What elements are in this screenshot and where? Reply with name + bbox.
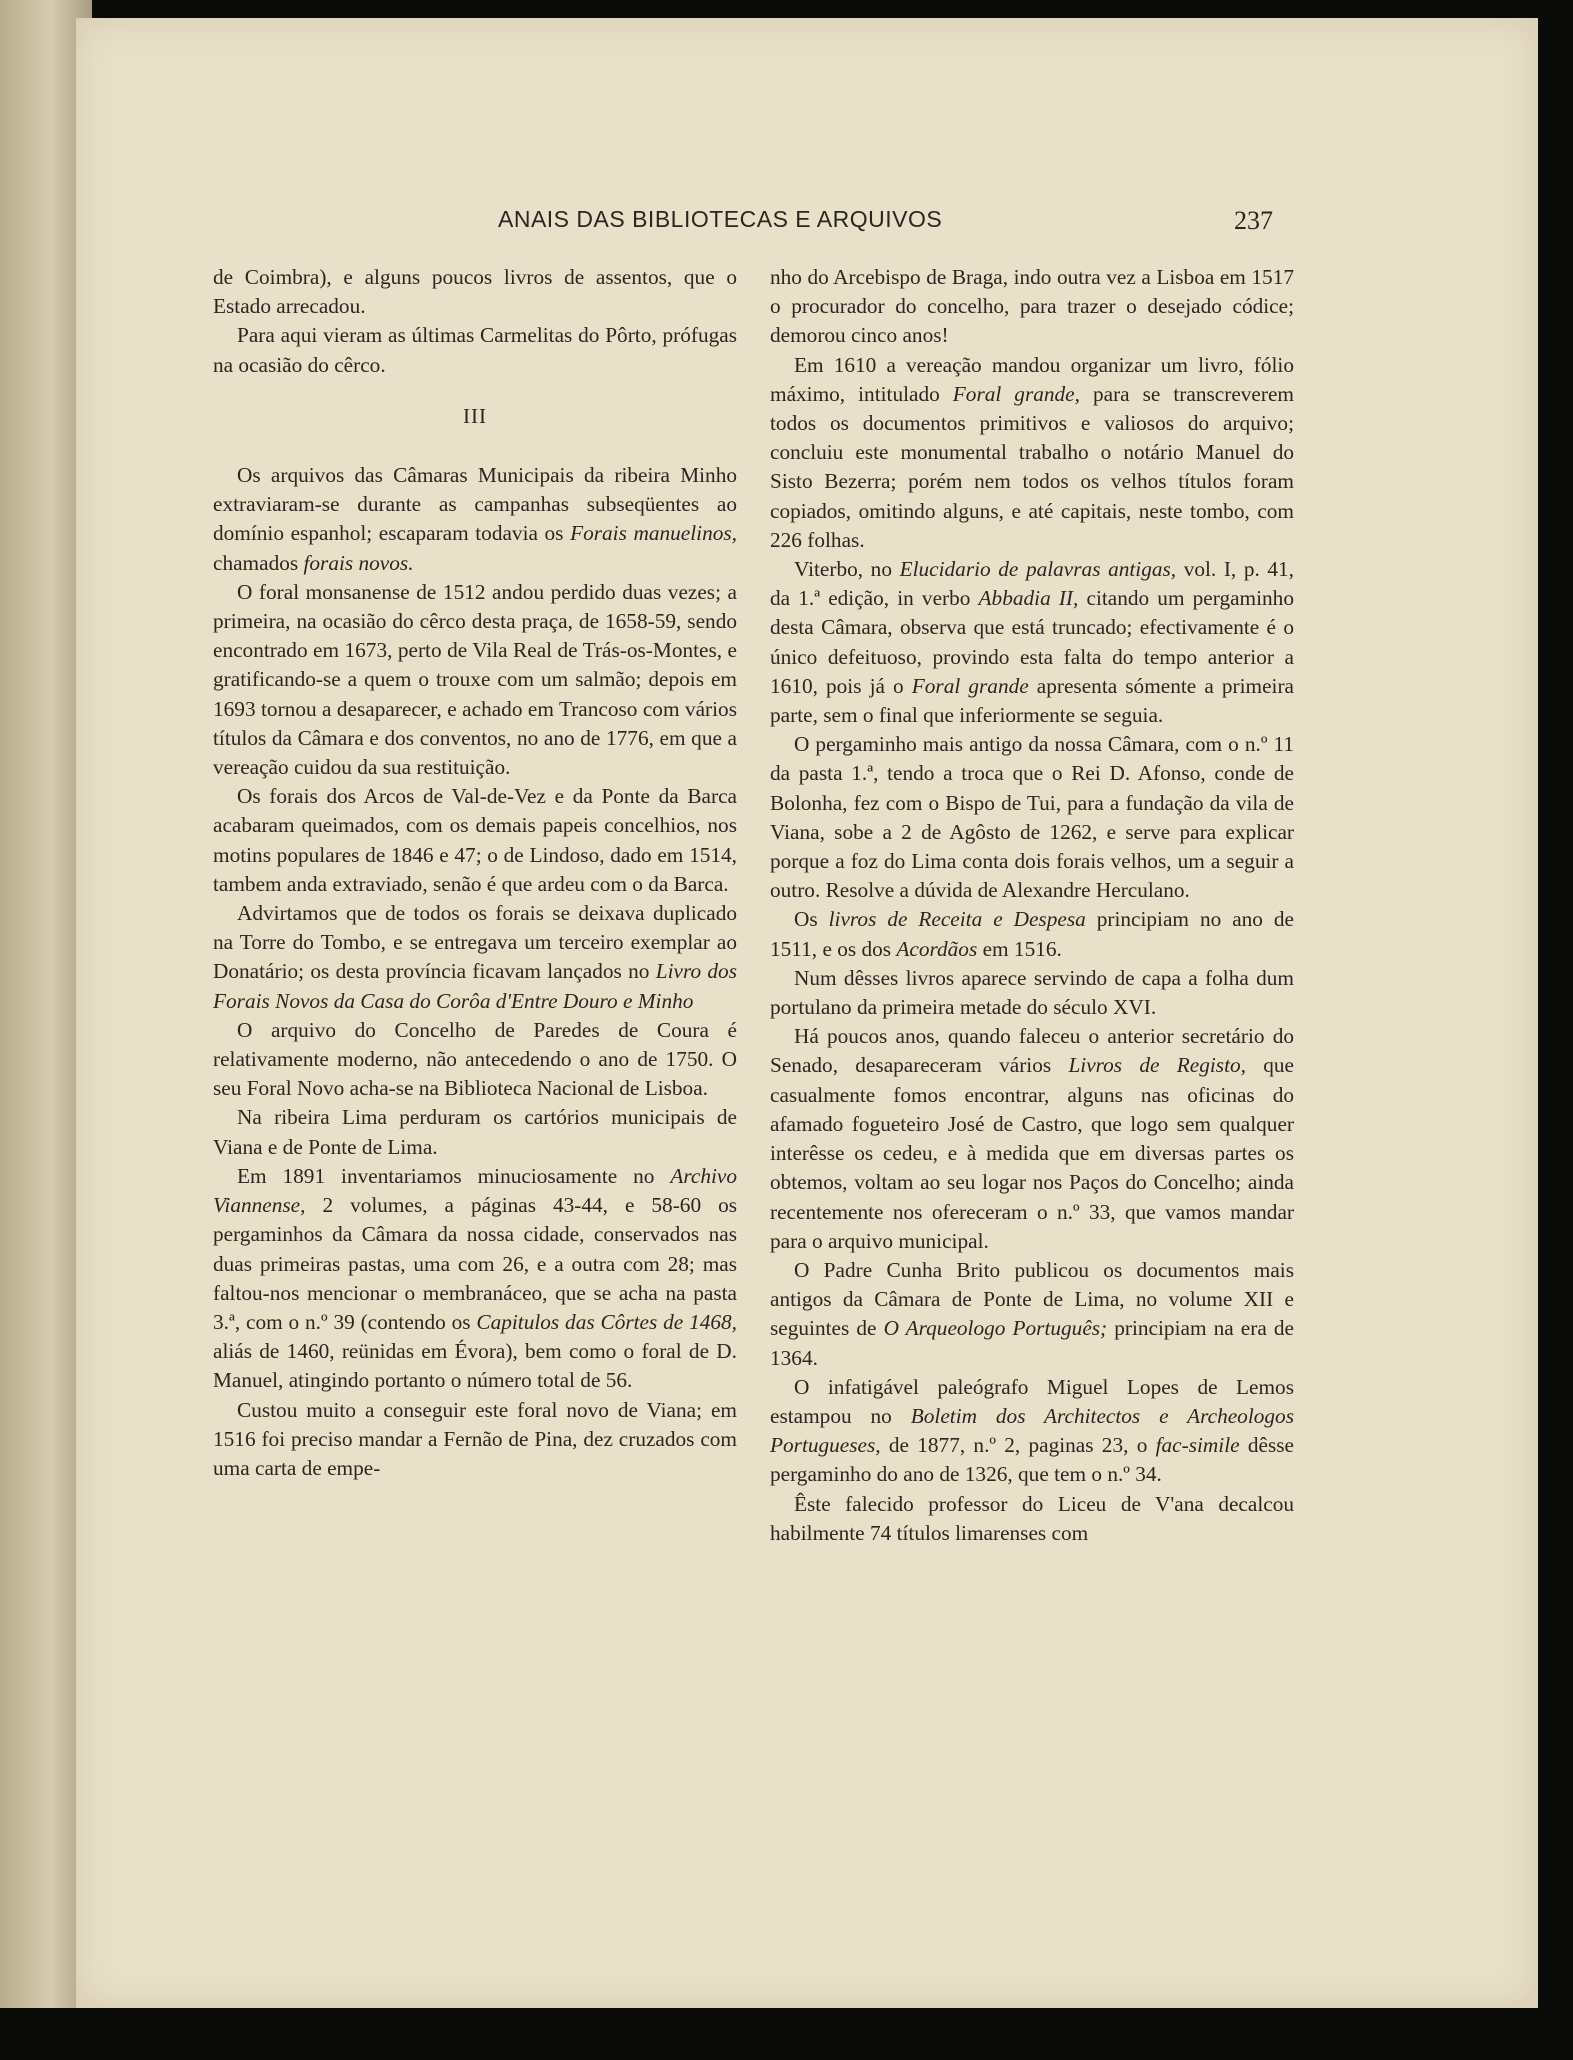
paragraph: de Coimbra), e alguns poucos livros de assentos, que o Estado arrecadou.: [213, 265, 737, 319]
paragraph: O foral monsanense de 1512 andou perdido duas vezes; a primeira, na ocasião do cêrco desta praça, de 1658-59, sendo encontrado em 1673, perto de Vila Real de Trás-os-Montes, e gratificando-se a quem o trouxe com um salmão; depois em 1693 tornou a desaparecer, e achado em Trancoso com vários títulos da Câmara e dos conventos, no ano de 1776, em que a vereação cuidou da sua restituição.: [213, 579, 737, 780]
section-heading: III: [463, 403, 487, 428]
paragraph: Há poucos anos, quando faleceu o anterior secretário do Senado, desapareceram vários Livros de Registo, que casualmente fomos encontrar, alguns nas oficinas do afamado fogueteiro José de Castro, que logo sem qualquer interêsse os cedeu, e à medida que em diversas partes os obtemos, voltam ao seu logar nos Paços do Concelho; ainda recentemente nos ofereceram o n.º 33, que vamos mandar para o arquivo municipal.: [770, 1024, 1295, 1253]
paragraph: Advirtamos que de todos os forais se deixava duplicado na Torre do Tombo, e se entregava um terceiro exemplar ao Donatário; os desta província ficavam lançados no Livro dos Forais Novos da Casa do Corôa d'Entre Douro e Minho: [213, 901, 737, 1013]
paragraph: Custou muito a conseguir este foral novo de Viana; em 1516 foi preciso mandar a Fernão de Pina, dez cruzados com uma carta de empe-: [213, 1397, 737, 1480]
paragraph: Para aqui vieram as últimas Carmelitas do Pôrto, prófugas na ocasião do cêrco.: [213, 323, 737, 377]
paragraph: Em 1610 a vereação mandou organizar um livro, fólio máximo, intitulado Foral grande, para se transcreverem todos os documentos primitivos e valiosos do arquivo; concluiu este monumental trabalho o notário Manuel do Sisto Bezerra; porém nem todos os velhos títulos foram copiados, omitindo alguns, e até capitais, neste tombo, com 226 folhas.: [770, 352, 1294, 552]
paragraph: Num dêsses livros aparece servindo de capa a folha dum portulano da primeira metade do século XVI.: [770, 965, 1294, 1020]
paragraph: Os arquivos das Câmaras Municipais da ribeira Minho extraviaram-se durante as campanhas subseqüentes ao domínio espanhol; escaparam todavia os Forais manuelinos, chamados forais novos.: [213, 463, 737, 575]
paragraph: Os forais dos Arcos de Val-de-Vez e da Ponte da Barca acabaram queimados, com os demais papeis concelhios, nos motins populares de 1846 e 47; o de Lindoso, dado em 1514, tambem anda extraviado, senão é que ardeu com o da Barca.: [213, 784, 737, 896]
paragraph: O infatigável paleógrafo Miguel Lopes de Lemos estampou no Boletim dos Architectos e Archeologos Portugueses, de 1877, n.º 2, paginas 23, o fac-simile dêsse pergaminho do ano de 1326, que tem o n.º 34.: [770, 1374, 1294, 1487]
page-number: 237: [1234, 206, 1273, 235]
paragraph: Os livros de Receita e Despesa principiam no ano de 1511, e os dos Acordãos em 1516.: [770, 907, 1295, 961]
scan-border: [0, 2008, 1573, 2060]
paragraph: Em 1891 inventariamos minuciosamente no Archivo Viannense, 2 volumes, a páginas 43-44, e 58-60 os pergaminhos da Câmara da nossa cidade, conservados nas duas primeiras pastas, uma com 26, e a outra com 28; mas faltou-nos mencionar o membranáceo, que se acha na pasta 3.ª, com o n.º 39 (contendo os Capitulos das Côrtes de 1468, aliás de 1460, reünidas em Évora), bem como o foral de D. Manuel, atingindo portanto o número total de 56.: [213, 1163, 737, 1393]
paragraph: O arquivo do Concelho de Paredes de Coura é relativamente moderno, não antecedendo o ano de 1750. O seu Foral Novo acha-se na Biblioteca Nacional de Lisboa.: [213, 1017, 737, 1101]
right-column: [770, 263, 1294, 1548]
running-header: [76, 206, 1538, 246]
paragraph: O Padre Cunha Brito publicou os documentos mais antigos da Câmara de Ponte de Lima, no volume XII e seguintes de O Arqueologo Português; principiam na era de 1364.: [770, 1257, 1294, 1370]
journal-title: ANAIS DAS BIBLIOTECAS E ARQUIVOS: [498, 206, 943, 232]
paragraph: O pergaminho mais antigo da nossa Câmara, com o n.º 11 da pasta 1.ª, tendo a troca que o Rei D. Afonso, conde de Bolonha, fez com o Bispo de Tui, para a fundação da vila de Viana, sobe a 2 de Agôsto de 1262, e serve para explicar porque a foz do Lima conta dois forais velhos, um a seguir a outro. Resolve a dúvida de Alexandre Herculano.: [770, 732, 1294, 903]
paragraph: Viterbo, no Elucidario de palavras antigas, vol. I, p. 41, da 1.ª edição, in verbo Abbadia II, citando um pergaminho desta Câmara, observa que está truncado; efectivamente é o único defeituoso, provindo esta falta do tempo anterior a 1610, pois já o Foral grande apresenta sómente a primeira parte, sem o final que inferiormente se seguia.: [770, 557, 1294, 728]
paragraph: nho do Arcebispo de Braga, indo outra vez a Lisboa em 1517 o procurador do concelho, para trazer o desejado códice; demorou cinco anos!: [770, 265, 1294, 348]
page: [76, 18, 1538, 2008]
paragraph: Na ribeira Lima perduram os cartórios municipais de Viana e de Ponte de Lima.: [213, 1105, 737, 1159]
left-column: [213, 263, 737, 1483]
paragraph: Êste falecido professor do Liceu de V'ana decalcou habilmente 74 títulos limarenses com: [770, 1491, 1294, 1545]
